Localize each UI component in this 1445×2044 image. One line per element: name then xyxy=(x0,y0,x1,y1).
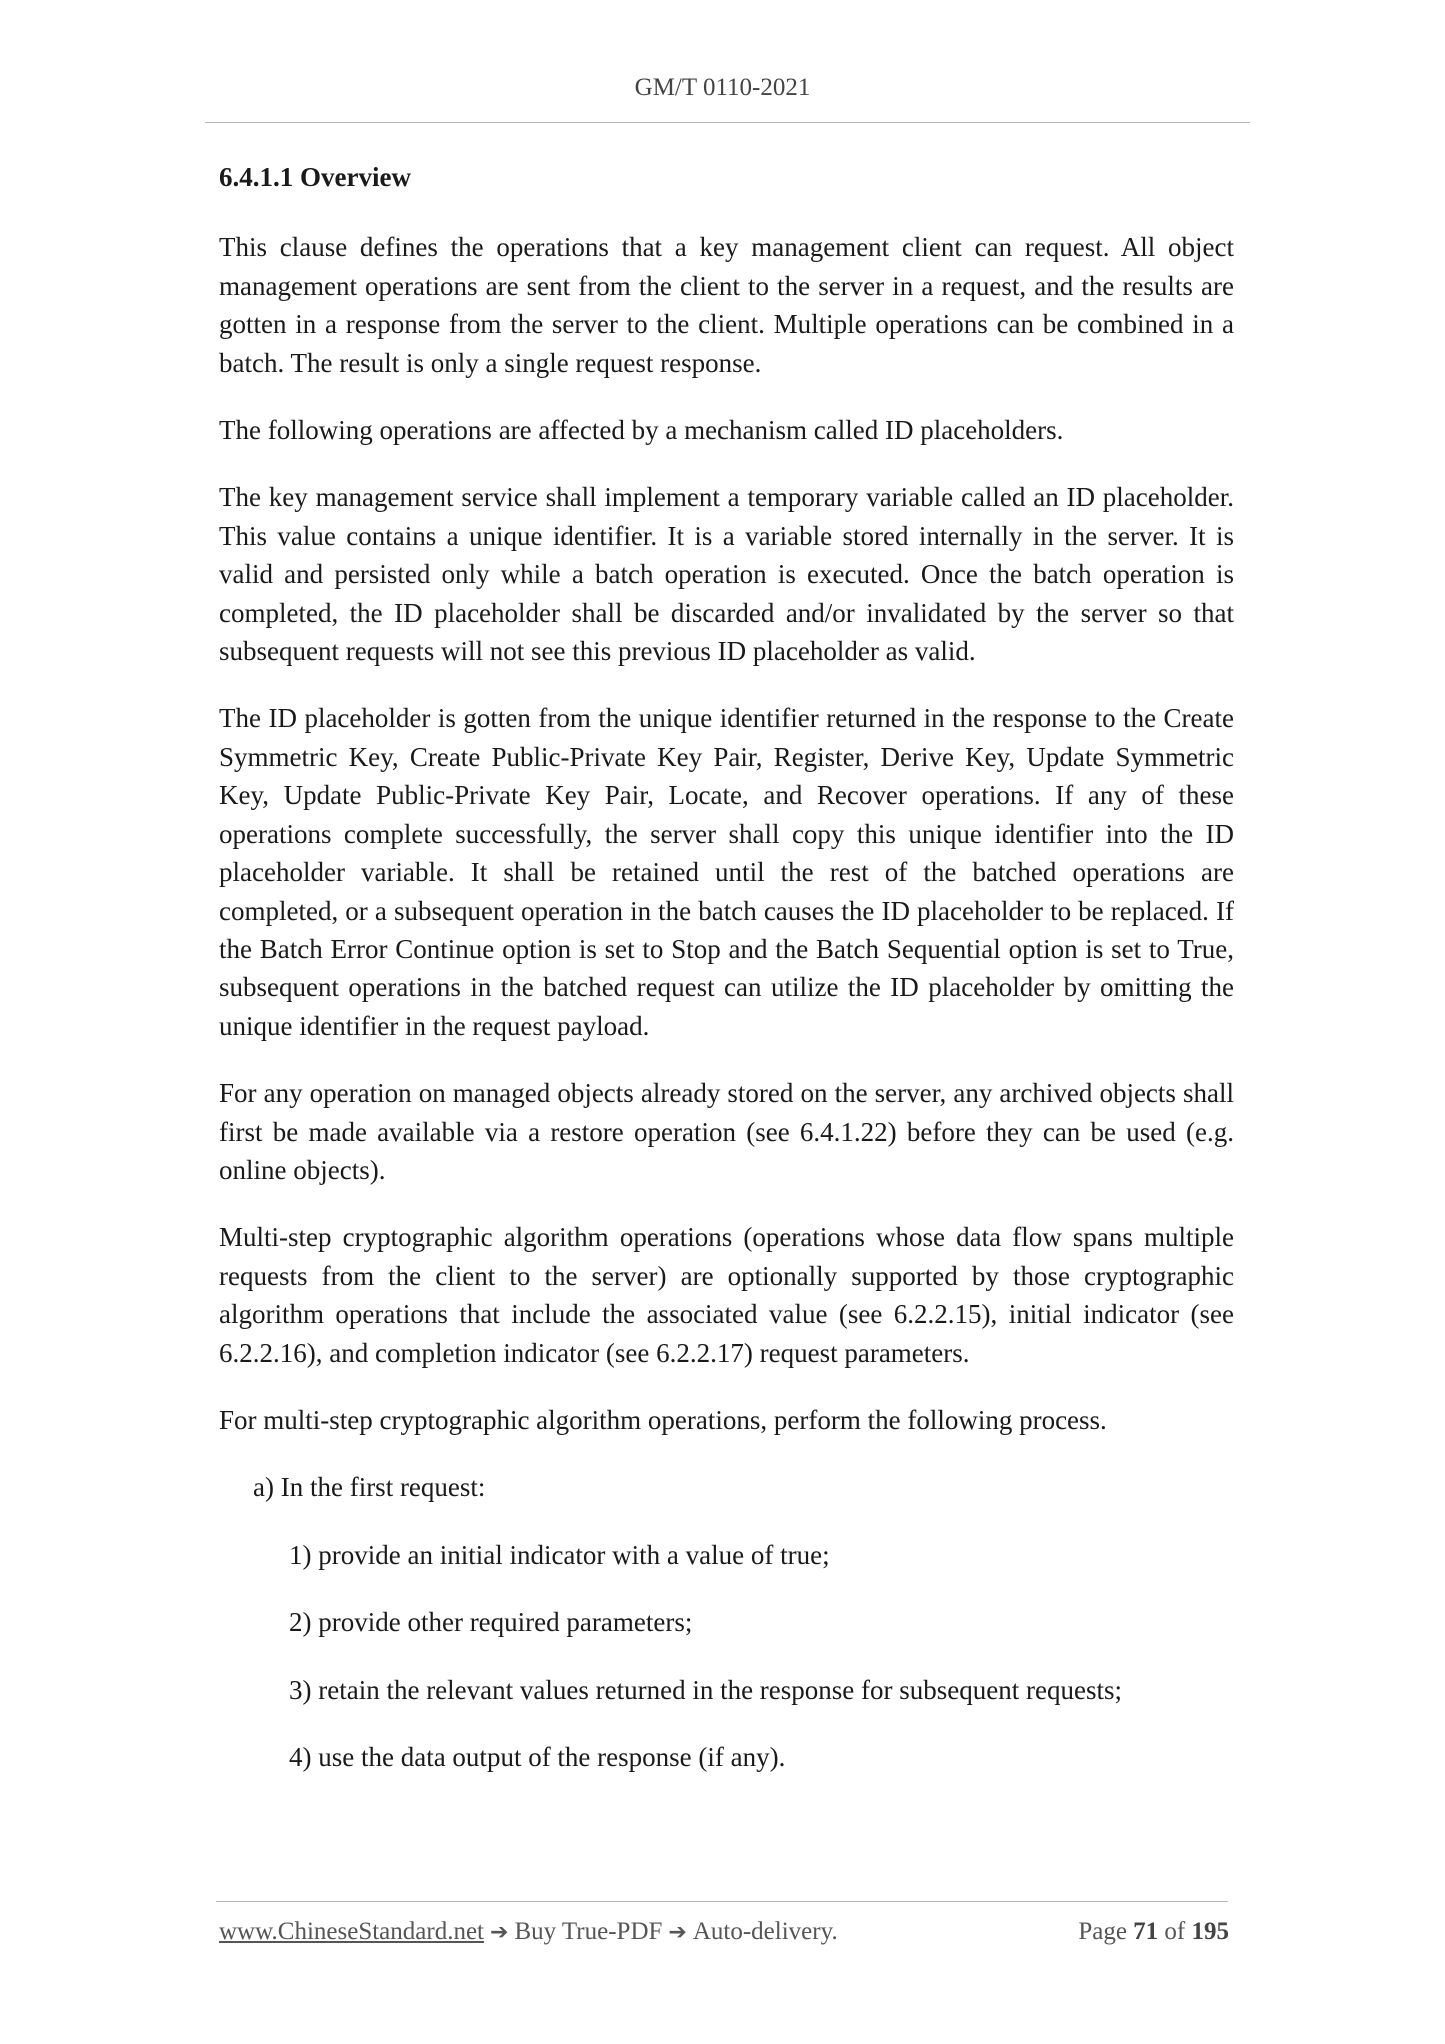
list-item-a: a) In the first request: xyxy=(253,1472,486,1503)
paragraph-multi-step: Multi-step cryptographic algorithm operations (operations whose data flow spans multiple requests from the client to the server) are optionally supported by those cryptographic algorithm operations that include the associated value (see 6.2.2.15), initial indicator (see 6.2.2.16), and completion indicator (see 6.2.2.17) request parameters. xyxy=(219,1222,1234,1368)
footer-promo xyxy=(219,1918,838,1946)
paragraph-temporary-variable: The key management service shall implement a temporary variable called an ID placeholder. This value contains a unique identifier. It is a variable stored internally in the server. It is valid and persisted only while a batch operation is executed. Once the batch operation is completed, the ID placeholder shall be discarded and/or invalidated by the server so that subsequent requests will not see this previous ID placeholder as valid. xyxy=(219,482,1234,667)
of-label: of xyxy=(1164,1918,1186,1945)
site-link[interactable]: www.ChineseStandard.net xyxy=(219,1918,484,1945)
list-item-4: 4) use the data output of the response (if any). xyxy=(289,1742,786,1772)
list-item-1: 1) provide an initial indicator with a value of true; xyxy=(289,1539,830,1570)
list-item-3: 3) retain the relevant values returned in the response for subsequent requests; xyxy=(289,1674,1122,1705)
paragraph-overview: This clause defines the operations that a key management client can request. All object management operations are sent from the client to the server in a request, and the results are gotten in a response from the server to the client. Multiple operations can be combined in a batch. The result is only a single request response. xyxy=(219,232,1234,378)
header-divider xyxy=(205,122,1250,123)
list-item-2: 2) provide other required parameters; xyxy=(289,1607,693,1638)
arrow-right-icon: ➔ xyxy=(668,1920,687,1945)
paragraph-process-intro: For multi-step cryptographic algorithm operations, perform the following process. xyxy=(219,1404,1107,1435)
paragraph-archived-objects: For any operation on managed objects already stored on the server, any archived objects shall first be made available via a restore operation (see 6.4.1.22) before they can be used (e.g. online objects). xyxy=(219,1078,1234,1185)
auto-delivery-text: Auto-delivery. xyxy=(692,1918,838,1945)
footer-divider xyxy=(216,1901,1228,1902)
section-heading: 6.4.1.1 Overview xyxy=(219,162,411,192)
page-label: Page xyxy=(1078,1918,1127,1945)
paragraph-id-placeholders: The following operations are affected by a mechanism called ID placeholders. xyxy=(219,415,1064,446)
document-body xyxy=(219,158,1234,1805)
arrow-right-icon: ➔ xyxy=(490,1920,509,1945)
total-pages: 195 xyxy=(1191,1918,1229,1945)
page-number: 71 xyxy=(1133,1918,1159,1945)
document-id-header: GM/T 0110-2021 xyxy=(634,74,811,101)
paragraph-id-placeholder-source: The ID placeholder is gotten from the unique identifier returned in the response to the Create Symmetric Key, Create Public-Private Key Pair, Register, Derive Key, Update Symmetric Key, Update Public-Private Key Pair, Locate, and Recover operations. If any of these operations complete successfully, the server shall copy this unique identifier into the ID placeholder variable. It shall be retained until the rest of the batched operations are completed, or a subsequent operation in the batch causes the ID placeholder to be replaced. If the Batch Error Continue option is set to Stop and the Batch Sequential option is set to True, subsequent operations in the batched request can utilize the ID placeholder by omitting the unique identifier in the request payload. xyxy=(219,703,1234,1041)
page-counter xyxy=(1078,1918,1229,1946)
buy-true-pdf-text: Buy True-PDF xyxy=(514,1918,663,1945)
